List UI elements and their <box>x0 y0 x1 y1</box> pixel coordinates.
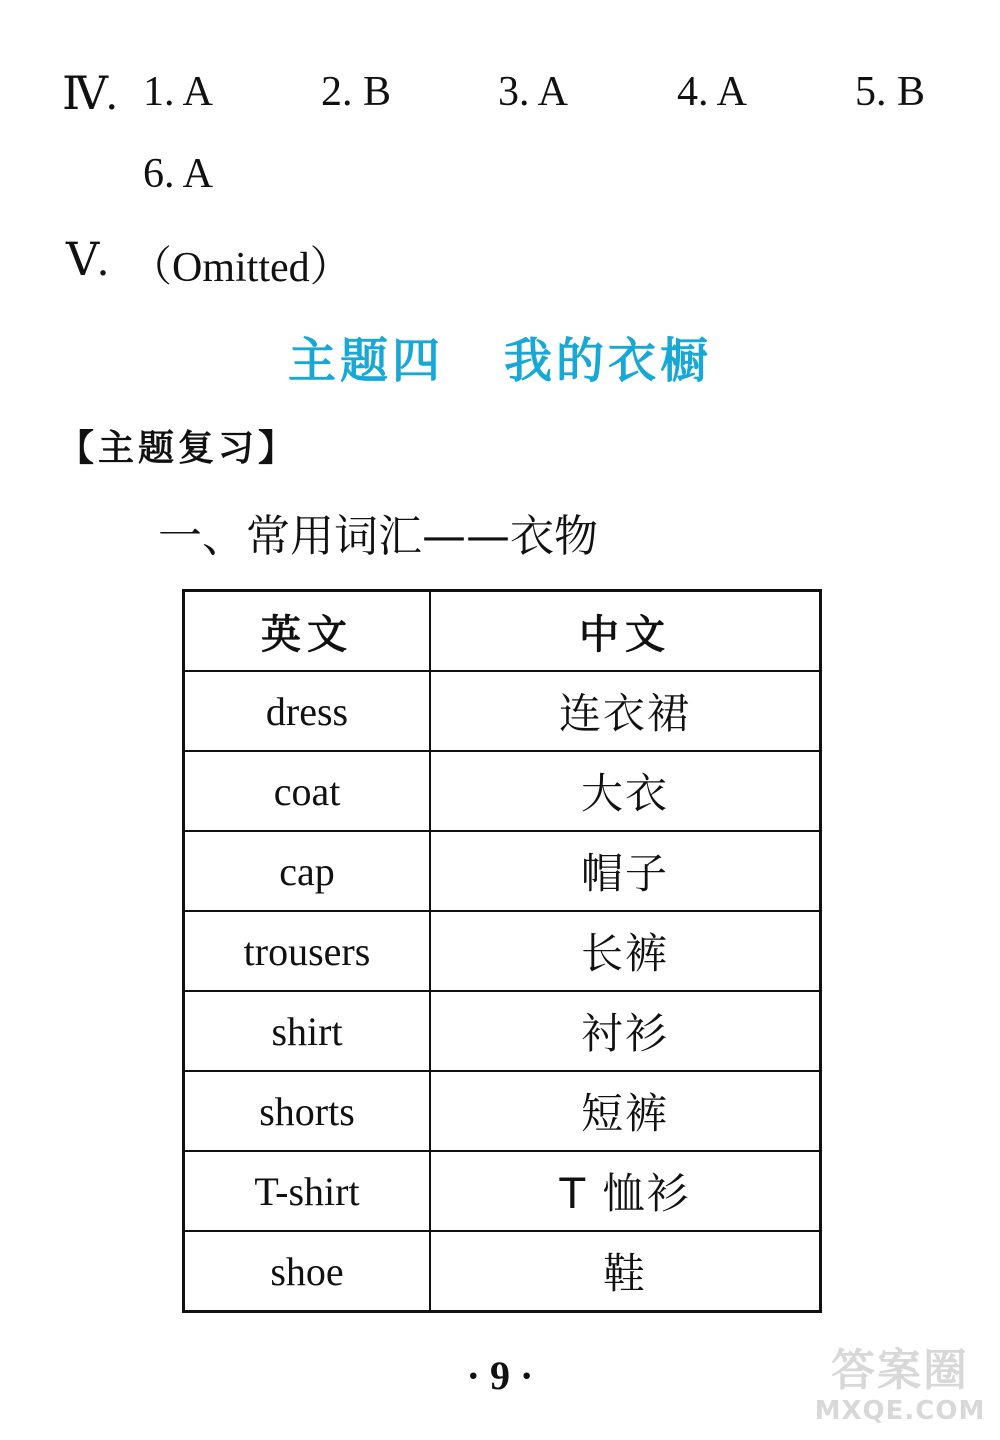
english-word: trousers <box>184 911 431 991</box>
section-title-name: 我的衣橱 <box>504 333 713 389</box>
review-label: 【主题复习】 <box>58 428 299 469</box>
answer-item: 1. A <box>143 69 214 115</box>
answer-item: 3. A <box>498 69 569 115</box>
chinese-word: 帽子 <box>430 831 821 911</box>
answer-item: 5. B <box>855 69 926 115</box>
section-title-theme: 主题四 <box>287 333 444 389</box>
page-number: · 9 · <box>466 1353 534 1398</box>
table-row <box>184 671 821 751</box>
chinese-word: 大衣 <box>430 751 821 831</box>
answer-omitted: （Omitted） <box>130 245 352 291</box>
chinese-word: 鞋 <box>430 1231 821 1312</box>
chinese-word: 长裤 <box>430 911 821 991</box>
table-row <box>184 831 821 911</box>
watermark-url: MXQE.COM <box>814 1396 986 1426</box>
table-header-row <box>184 591 821 672</box>
chinese-word: 衬衫 <box>430 991 821 1071</box>
english-word: T-shirt <box>184 1151 431 1231</box>
chinese-word: 短裤 <box>430 1071 821 1151</box>
table-row <box>184 991 821 1071</box>
english-word: shorts <box>184 1071 431 1151</box>
english-word: shirt <box>184 991 431 1071</box>
answer-item: 6. A <box>143 151 214 197</box>
english-word: coat <box>184 751 431 831</box>
chinese-word: 连衣裙 <box>430 671 821 751</box>
table-row <box>184 1231 821 1312</box>
vocab-table <box>182 589 822 1313</box>
roman-numeral-v: Ⅴ. <box>66 234 107 285</box>
english-word: dress <box>184 671 431 751</box>
chinese-word: T 恤衫 <box>430 1151 821 1231</box>
header-chinese: 中文 <box>430 591 821 672</box>
header-english: 英文 <box>184 591 431 672</box>
answer-item: 2. B <box>321 69 392 115</box>
english-word: shoe <box>184 1231 431 1312</box>
table-row <box>184 1071 821 1151</box>
section-title <box>0 322 1000 391</box>
roman-numeral-iv: Ⅳ. <box>62 68 116 119</box>
vocab-heading: 一、常用词汇——衣物 <box>158 511 598 562</box>
table-row <box>184 1151 821 1231</box>
watermark-logo <box>810 1346 990 1432</box>
watermark-text: 答案圈 <box>831 1345 969 1396</box>
answer-item: 4. A <box>677 69 748 115</box>
table-row <box>184 911 821 991</box>
table-row <box>184 751 821 831</box>
english-word: cap <box>184 831 431 911</box>
